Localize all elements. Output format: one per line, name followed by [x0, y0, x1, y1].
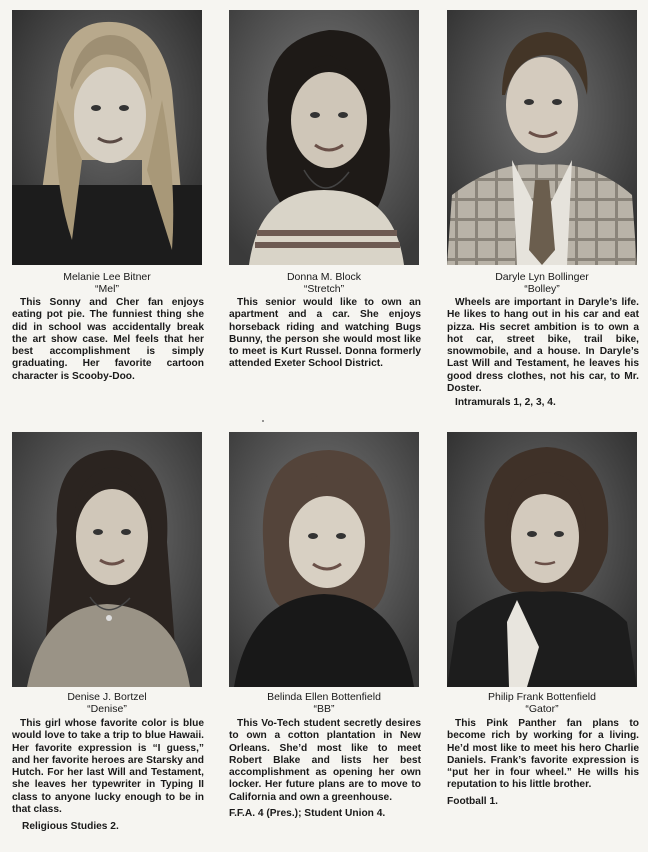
student-bio: Wheels are important in Daryle’s life. He likes to hang out in his car and eat pizza. His secret ambition is to own a hot car, street bike, trail bike, snowmobile, and a house. In Daryle’s Last Will and Testament, he leaves his good dress clothes, not his car, to Mr. Doster. — [447, 297, 639, 395]
student-nickname: “Gator” — [525, 703, 559, 715]
student-name: Donna M. Block — [286, 271, 362, 283]
student-name: Daryle Lyn Bollinger — [495, 271, 589, 283]
student-activities: Religious Studies 2. — [22, 821, 119, 832]
portrait-photo-melanie — [12, 10, 202, 265]
student-bio: This senior would like to own an apartment and a car. She enjoys horseback riding and watching Bugs Bunny, the person she would most like to meet is Kurt Russel. Donna formerly attended Exeter School District. — [229, 297, 421, 370]
student-activities: F.F.A. 4 (Pres.); Student Union 4. — [229, 808, 386, 819]
portrait-photo-philip — [447, 432, 637, 687]
student-name: Denise J. Bortzel — [67, 691, 147, 703]
student-bio: This girl whose favorite color is blue would love to take a trip to blue Hawaii. Her favorite expression is “I guess,” and her favorite heroes are Starsky and Hutch. For her last Will and Testament, she leaves her typewriter in Typing II class to anyone lucky enough to be in that class. — [12, 718, 204, 816]
student-name-block — [447, 271, 637, 295]
student-activities: Football 1. — [447, 796, 498, 807]
student-nickname: “Mel” — [95, 283, 119, 295]
student-nickname: “Bolley” — [524, 283, 560, 295]
student-nickname: “Stretch” — [303, 283, 345, 295]
portrait-photo-donna — [229, 10, 419, 265]
student-name: Melanie Lee Bitner — [63, 271, 151, 283]
portrait-image — [447, 432, 637, 687]
portrait-image — [229, 10, 419, 265]
portrait-image — [447, 10, 637, 265]
portrait-photo-belinda — [229, 432, 419, 687]
student-bio: This Sonny and Cher fan enjoys eating pot pie. The funniest thing she did in school was accidentally break the art show case. Mel feels that her best accomplishment is simply graduating. Her favorite cartoon character is Scooby-Doo. — [12, 297, 204, 382]
portrait-photo-denise — [12, 432, 202, 687]
student-bio: This Pink Panther fan plans to become rich by working for a living. He’d most like to meet his hero Charlie Daniels. Frank’s favorite expression is “put her in four wheel.” He wills his reputation to his little brother. — [447, 718, 639, 791]
student-name-block — [12, 691, 202, 715]
student-name-block — [229, 691, 419, 715]
student-name-block — [447, 691, 637, 715]
student-activities: Intramurals 1, 2, 3, 4. — [455, 397, 556, 408]
portrait-image — [12, 10, 202, 265]
student-name-block — [229, 271, 419, 295]
student-name-block — [12, 271, 202, 295]
student-name: Belinda Ellen Bottenfield — [267, 691, 381, 703]
student-bio: This Vo-Tech student secretly desires to own a cotton plantation in New Orleans. She’d most like to meet Robert Blake and lists her best accomplishment as opening her own locker. Her future plans are to move to California and own a greenhouse. — [229, 718, 421, 803]
portrait-image — [229, 432, 419, 687]
student-name: Philip Frank Bottenfield — [488, 691, 596, 703]
portrait-photo-daryle — [447, 10, 637, 265]
student-nickname: “BB” — [313, 703, 335, 715]
student-nickname: “Denise” — [87, 703, 127, 715]
print-speck — [262, 420, 264, 422]
portrait-image — [12, 432, 202, 687]
